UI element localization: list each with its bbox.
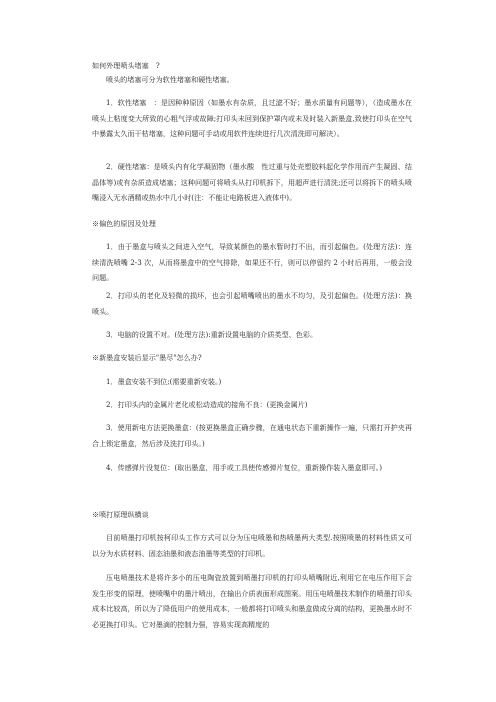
principle-paragraph-2: 压电喷墨技术是将许多小的压电陶瓷放置到喷墨打印机的打印头喷嘴附近,利用它在电压作用下会发生形变的原理，使喷嘴中的墨汁喷出，在输出介质表面形成图案。用压电喷墨技术制作的喷墨打印头成本比较高，所以为了降低用户的使用成本，一般都将打印喷头和墨盒做成分离的结构，更换墨水时不必更换打印头。它对墨滴的控制力强，容易实现高精度的 xyxy=(92,573,412,629)
color-cast-item-2: 2．打印头的老化及轻微的损坏，也会引起喷嘴喷出的墨水不均匀，及引起偏色。(处理方法)：换喷头。 xyxy=(92,291,412,316)
question-title: 如何外理喷头堵塞 ? xyxy=(92,61,160,70)
ink-empty-item-1: 1．墨盒安装不到位;(需要重新安装。) xyxy=(106,377,222,386)
hard-clog-paragraph: 2．硬性堵塞：是喷头内有化学凝固物（墨水酸 性过重与处壳塑胶料起化学作用而产生凝固、结晶体等)或有杂质造成堵塞；这种问题可将喷头从打印机拆下，用超声进行清洗;还可以将拆下的喷头喷嘴浸入无水酒精或热水中几小时(注：不能让电路板进入液体中)。 xyxy=(92,162,412,203)
ink-empty-item-4: 4．传感弹片没复位：(取出墨盒，用手或工具使传感弹片复位，重新操作装入墨盒即可。) xyxy=(106,463,383,472)
color-cast-item-3: 3．电脑的设置不对。(处理方法):重新设置电脑的介质类型、色彩。 xyxy=(106,330,318,339)
ink-empty-item-2: 2．打印头内的金属片老化或松动造成的接角不良：(更换金属片) xyxy=(106,400,308,409)
intro-paragraph: 喷头的堵塞可分为软性堵塞和硬性堵塞。 xyxy=(106,75,234,84)
principle-paragraph-1: 目前喷墨打印机按柯印头工作方式可以分为压电喷墨和热喷墨两大类型.按照喷墨的材料性质又可以分为水质材料、固态油墨和液态油墨等类型的打印机。 xyxy=(92,533,412,558)
color-cast-item-1: 1．由于墨盒与喷头之间进入空气，导致某颜色的墨水暂时打不出，而引起偏色。(处理方法)：连续清洗喷嘴 2-3 次，从而将墨盒中的空气排除，如果还不行，则可以停留约 2 小时后再用，一般会没问题。 xyxy=(92,242,412,283)
section-title-ink-empty: ※新墨盒安装后显示"墨尽"怎么办? xyxy=(92,353,202,362)
section-title-color-cast: ※偏色的原因及处理 xyxy=(92,219,156,228)
ink-empty-item-3: 3．使用新电方法更换墨盒：(按更换墨盒正确步骤，在通电状态下重新操作一遍，只需打开护夹再合上锁定墨盒，然后涉及洗打印头。) xyxy=(92,423,412,448)
section-title-principle: ※喷打原理纵横谈 xyxy=(92,510,149,519)
soft-clog-paragraph: 1．软性堵塞 ：是因种种原因（如墨水有杂质，且过滤不好；墨水质量有问题等），（造成墨水在喷头上粘度变大所致的心粗气浮或故障;打印头未回到保护罩内或未及时装入新墨盒,致使打印头在空气中暴露太久而干枯堵塞，这种问题可手动或用软件连续进行几次清洗即可解决）。 xyxy=(92,98,412,139)
